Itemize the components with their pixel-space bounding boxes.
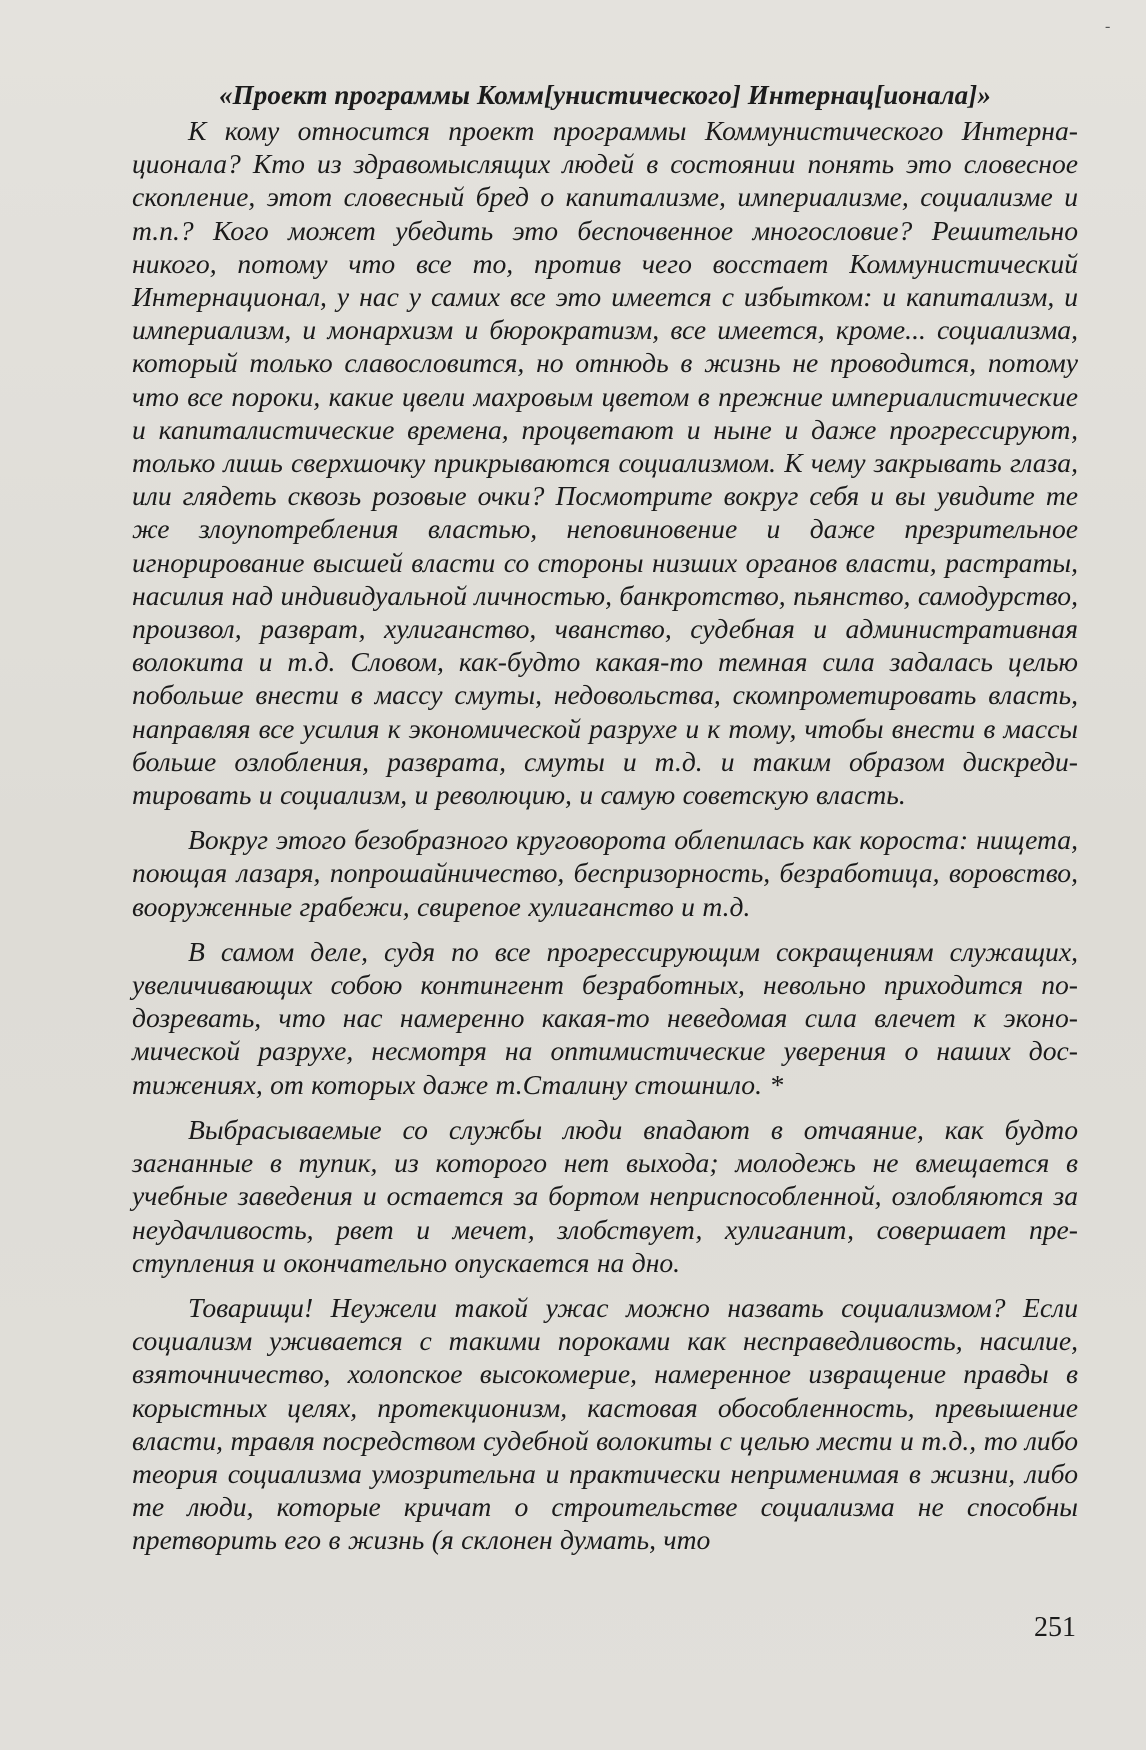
corner-mark: - (1105, 18, 1111, 35)
paragraph-4: Выбрасываемые со службы люди впадают в отчаяние, как будто загнанные в тупик, из которого нет выхода; молодежь не вмещается в учебные заведения и остается за бортом неприспособленной, озлобляются за неудачливость, рвет и мечет, злобствует, хулиганит, совершает преступления и окончательно опускается на дно. (132, 1113, 1078, 1278)
paragraph-5: Товарищи! Неужели такой ужас можно назвать социализмом? Если социализм уживается с такими пороками как несправедливость, насилие, взяточничество, холопское высокомерие, намеренное извращение правды в корыстных целях, протекционизм, кастовая обособленность, превышение власти, травля посредством судебной волокиты с целью мести и т.д., то либо теория социализма умозрительна и практически неприменимая в жизни, либо те люди, которые кричат о строительстве социализма не способны претворить его в жизнь (я склонен думать, что (132, 1291, 1078, 1556)
document-heading: «Проект программы Комм[унистического] Интернац[ионала]» (219, 80, 991, 110)
text-block (132, 78, 1078, 1569)
paragraph-1: К кому относится проект программы Коммунистического Интернационала? Кто из здравомыслящих людей в состоянии понять это словесное скопление, этот словесный бред о капитализме, империализме, социализме и т.п.? Кого может убедить это беспочвенное многословие? Решительно никого, потому что все то, против чего восстает Коммунистический Интернационал, у нас у самих все это имеется с избытком: и капитализм, и империализм, и монархизм и бюрократизм, все имеется, кроме... социализма, который только славословится, но отнюдь в жизнь не проводится, потому что все пороки, какие цвели махровым цветом в прежние империалистические и капиталистические времена, процветают и ныне и даже прогрессируют, только лишь сверхшочку прикрываются социализмом. К чему закрывать глаза, или глядеть сквозь розовые очки? Посмотрите вокруг себя и вы увидите те же злоупотребления властью, неповиновение и даже презрительное игнорирование высшей власти со стороны низших органов власти, растраты, насилия над индивидуальной личностью, банкротство, пьянство, самодурство, произвол, разврат, хулиганство, чванство, судебная и административная волокита и т.д. Словом, как-будто какая-то темная сила задалась целью побольше внести в массу смуты, недовольства, скомпрометировать власть, направляя все усилия к экономической разрухе и к тому, чтобы внести в массы больше озлобления, разврата, смуты и т.д. и таким образом дискредитировать и социализм, и революцию, и самую советскую власть. (132, 115, 1078, 811)
page-number: 251 (1034, 1612, 1076, 1643)
paragraph-2: Вокруг этого безобразного круговорота облепилась как короста: нищета, поющая лазаря, попрошайничество, беспризорность, безработица, воровство, вооруженные грабежи, свирепое хулиганство и т.д. (132, 824, 1078, 922)
paragraph-3: В самом деле, судя по все прогрессирующим сокращениям служащих, увеличивающих собою контингент безработных, невольно приходится подозревать, что нас намеренно какая-то неведомая сила влечет к экономической разрухе, несмотря на оптимистические уверения о наших достижениях, от которых даже т.Сталину стошнило. * (132, 935, 1078, 1100)
